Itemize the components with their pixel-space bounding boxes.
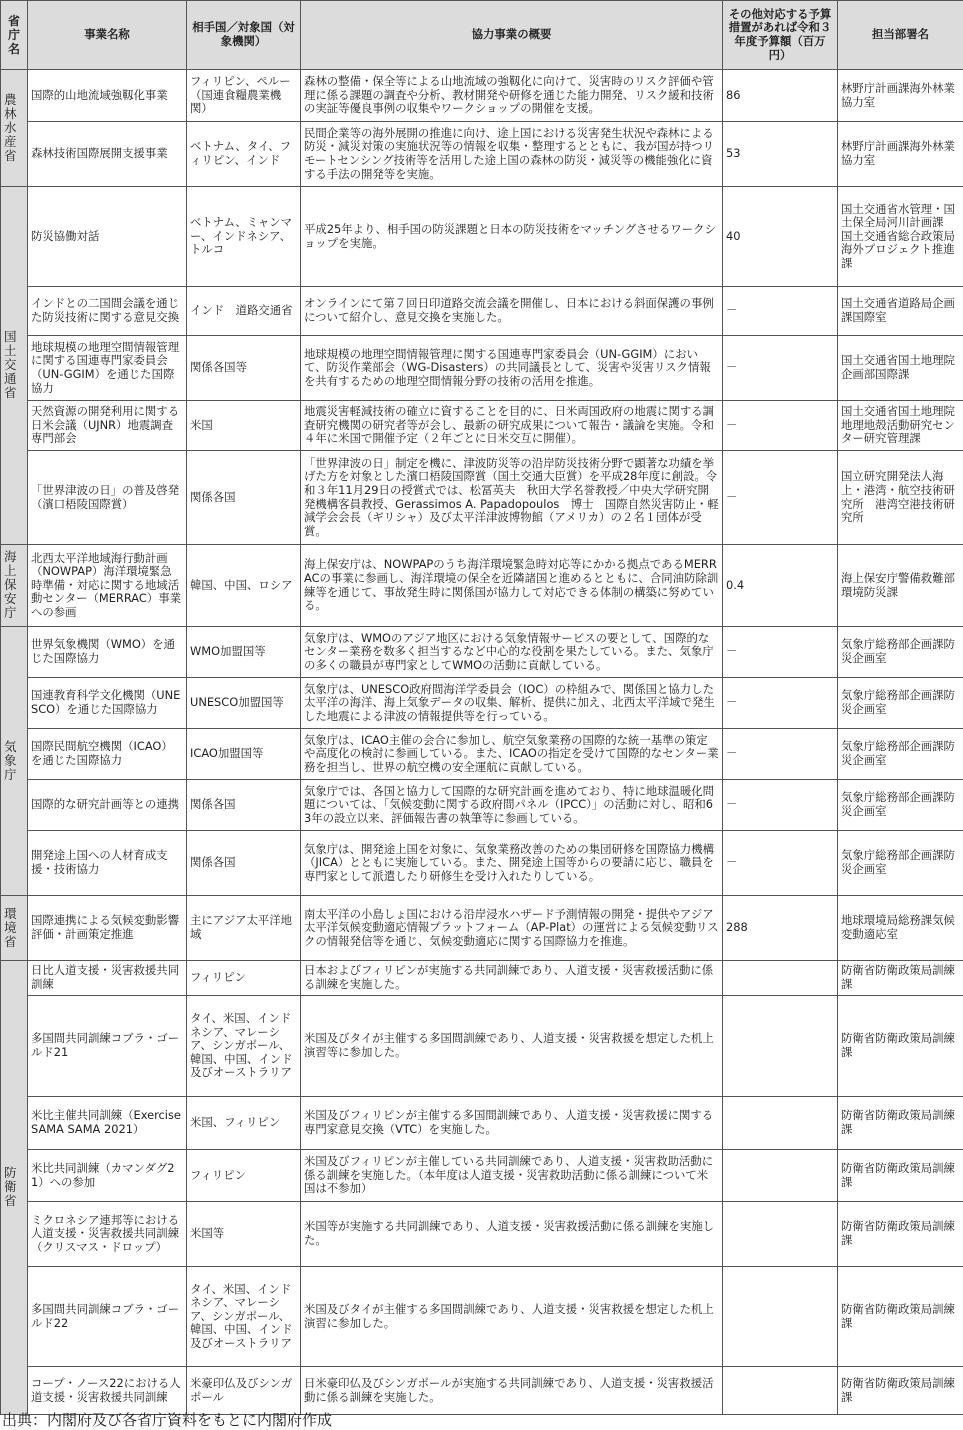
table-row bbox=[1, 70, 963, 122]
summary-cell: 日本およびフィリピンが実施する共同訓練であり、人道支援・災害救援活動に係る訓練を実施した。 bbox=[301, 961, 723, 996]
header-ministry: 省庁名 bbox=[1, 1, 28, 70]
project-cell: 日比人道支援・災害救援共同訓練 bbox=[28, 961, 187, 996]
summary-cell: 平成25年より、相手国の防災課題と日本の防災技術をマッチングさせるワークショップを実施。 bbox=[301, 187, 723, 287]
table-row bbox=[1, 780, 963, 831]
table-row bbox=[1, 336, 963, 401]
project-cell: 世界気象機関（WMO）を通じた国際協力 bbox=[28, 627, 187, 678]
project-cell: 地球規模の地理空間情報管理に関する国連専門家委員会（UN-GGIM）を通じた国際協力 bbox=[28, 336, 187, 401]
table-row bbox=[1, 1202, 963, 1267]
project-cell: 国際連携による気候変動影響評価・計画策定推進 bbox=[28, 896, 187, 961]
project-cell: 北西太平洋地域海行動計画（NOWPAP）海洋環境緊急時準備・対応に関する地域活動センター（MERRAC）事業への参画 bbox=[28, 545, 187, 627]
summary-cell: 民間企業等の海外展開の推進に向け、途上国における災害発生状況や森林による防災・減災対策の実施状況等の情報を収集・整理するとともに、我が国が持つリモートセンシング技術等を活用した途上国の森林の防災・減災等の機能強化に資する手法の開発等を実施。 bbox=[301, 122, 723, 187]
summary-cell: 米国及びタイが主催する多国間訓練であり、人道支援・災害救援を想定した机上演習に参加した。 bbox=[301, 1267, 723, 1367]
dept-cell: 気象庁総務部企画課防災企画室 bbox=[838, 780, 963, 831]
header-summary: 協力事業の概要 bbox=[301, 1, 723, 70]
budget-cell: － bbox=[723, 336, 838, 401]
dept-cell: 地球環境局総務課気候変動適応室 bbox=[838, 896, 963, 961]
partner-cell: ベトナム、タイ、フィリピン、インド bbox=[187, 122, 301, 187]
summary-cell: 米国等が実施する共同訓練であり、人道支援・災害救援活動に係る訓練を実施した。 bbox=[301, 1202, 723, 1267]
dept-cell: 気象庁総務部企画課防災企画室 bbox=[838, 627, 963, 678]
project-cell: 開発途上国への人材育成支援・技術協力 bbox=[28, 831, 187, 896]
dept-cell: 林野庁計画課海外林業協力室 bbox=[838, 122, 963, 187]
budget-cell bbox=[723, 1202, 838, 1267]
summary-cell: オンラインにて第７回日印道路交流会議を開催し、日本における斜面保護の事例について紹介し、意見交換を実施した。 bbox=[301, 287, 723, 336]
budget-cell: 40 bbox=[723, 187, 838, 287]
project-cell: コープ・ノース22における人道支援・災害救援共同訓練 bbox=[28, 1367, 187, 1415]
budget-cell bbox=[723, 1267, 838, 1367]
project-cell: インドとの二国間会議を通じた防災技術に関する意見交換 bbox=[28, 287, 187, 336]
budget-cell: － bbox=[723, 401, 838, 451]
dept-cell: 海上保安庁警備救難部環境防災課 bbox=[838, 545, 963, 627]
ministry-cell: 環境省 bbox=[1, 896, 28, 961]
partner-cell: 主にアジア太平洋地域 bbox=[187, 896, 301, 961]
partner-cell: インド 道路交通省 bbox=[187, 287, 301, 336]
summary-cell: 気象庁は、WMOのアジア地区における気象情報サービスの要として、国際的なセンター業務を数多く担当するなど中心的な役割を果たしている。また、気象庁の多くの職員が専門家としてWMOの活動に貢献している。 bbox=[301, 627, 723, 678]
dept-cell: 気象庁総務部企画課防災企画室 bbox=[838, 678, 963, 729]
project-cell: 米比共同訓練（カマンダグ21）への参加 bbox=[28, 1150, 187, 1202]
partner-cell: 関係各国 bbox=[187, 451, 301, 545]
table-row bbox=[1, 996, 963, 1097]
partner-cell: ICAO加盟国等 bbox=[187, 729, 301, 780]
table-row bbox=[1, 401, 963, 451]
table-row bbox=[1, 1267, 963, 1367]
summary-cell: 地震災害軽減技術の確立に資することを目的に、日米両国政府の地震に関する調査研究機関の研究者等が会し、最新の研究成果について報告・議論を実施。令和４年に米国で開催予定（２年ごとに日米交互に開催）。 bbox=[301, 401, 723, 451]
budget-cell bbox=[723, 1367, 838, 1415]
project-cell: 国際民間航空機関（ICAO）を通じた国際協力 bbox=[28, 729, 187, 780]
table-row bbox=[1, 1097, 963, 1150]
partner-cell: タイ、米国、インドネシア、マレーシア、シンガポール、韓国、中国、インド及びオーストラリア bbox=[187, 996, 301, 1097]
header-budget: その他対応する予算措置があれば令和３年度予算額（百万円） bbox=[723, 1, 838, 70]
project-cell: ミクロネシア連邦等における人道支援・災害救援共同訓練（クリスマス・ドロップ） bbox=[28, 1202, 187, 1267]
summary-cell: 「世界津波の日」制定を機に、津波防災等の沿岸防災技術分野で顕著な功績を挙げた方を対象とした濱口梧陵国際賞（国土交通大臣賞）を平成28年度に創設。令和３年11月29日の授賞式では、松冨英夫 秋田大学名誉教授／中央大学研究開発機構客員教授、Gerassimos A. Papadopoulos 博士 国際自然災害防止・軽減学会会長（ギリシャ）及び太平洋津波博物館（アメリカ）の２名１団体が受賞。 bbox=[301, 451, 723, 545]
partner-cell: 米国等 bbox=[187, 1202, 301, 1267]
dept-cell: 防衛省防衛政策局訓練課 bbox=[838, 1367, 963, 1415]
header-partner: 相手国／対象国（対象機関） bbox=[187, 1, 301, 70]
summary-cell: 気象庁では、各国と協力して国際的な研究計画を進めており、特に地球温暖化問題については、「気候変動に関する政府間パネル（IPCC）」の活動に対し、昭和63年の設立以来、評価報告書の執筆等に参画している。 bbox=[301, 780, 723, 831]
table-row bbox=[1, 678, 963, 729]
project-cell: 多国間共同訓練コブラ・ゴールド21 bbox=[28, 996, 187, 1097]
summary-cell: 南太平洋の小島しょ国における沿岸浸水ハザード予測情報の開発・提供やアジア太平洋気候変動適応情報プラットフォーム（AP-Plat）の運営による気候変動リスクの情報発信等を通じ、気候変動適応に関する国際協力を推進。 bbox=[301, 896, 723, 961]
header-dept: 担当部署名 bbox=[838, 1, 963, 70]
dept-cell: 防衛省防衛政策局訓練課 bbox=[838, 1202, 963, 1267]
partner-cell: フィリピン、ペルー（国連食糧農業機関） bbox=[187, 70, 301, 122]
dept-cell: 防衛省防衛政策局訓練課 bbox=[838, 1150, 963, 1202]
ministry-cell: 国土交通省 bbox=[1, 187, 28, 545]
source-note: 出典：内閣府及び各省庁資料をもとに内閣府作成 bbox=[2, 1411, 333, 1429]
table-row bbox=[1, 729, 963, 780]
budget-cell bbox=[723, 1150, 838, 1202]
partner-cell: 韓国、中国、ロシア bbox=[187, 545, 301, 627]
dept-cell: 国立研究開発法人海上・港湾・航空技術研究所 港湾空港技術研究所 bbox=[838, 451, 963, 545]
summary-cell: 森林の整備・保全等による山地流域の強靱化に向けて、災害時のリスク評価や管理に係る課題の調査や分析、教材開発や研修を通じた能力開発、リスク緩和技術の実証等優良事例の収集やワークショップの開催を支援。 bbox=[301, 70, 723, 122]
summary-cell: 日米豪印仏及びシンガポールが実施する共同訓練であり、人道支援・災害救援活動に係る訓練を実施した。 bbox=[301, 1367, 723, 1415]
table-row bbox=[1, 961, 963, 996]
table-row bbox=[1, 831, 963, 896]
dept-cell: 防衛省防衛政策局訓練課 bbox=[838, 961, 963, 996]
dept-cell: 国土交通省国土地理院企画部国際課 bbox=[838, 336, 963, 401]
project-cell: 国際的な研究計画等との連携 bbox=[28, 780, 187, 831]
budget-cell: － bbox=[723, 678, 838, 729]
project-cell: 米比主催共同訓練（Exercise SAMA SAMA 2021） bbox=[28, 1097, 187, 1150]
budget-cell: 86 bbox=[723, 70, 838, 122]
table-row bbox=[1, 545, 963, 627]
ministry-cell: 防衛省 bbox=[1, 961, 28, 1415]
table-row bbox=[1, 287, 963, 336]
table-row bbox=[1, 187, 963, 287]
partner-cell: 米国、フィリピン bbox=[187, 1097, 301, 1150]
partner-cell: フィリピン bbox=[187, 961, 301, 996]
partner-cell: ベトナム、ミャンマー、インドネシア、トルコ bbox=[187, 187, 301, 287]
ministry-cell: 海上保安庁 bbox=[1, 545, 28, 627]
budget-cell: 288 bbox=[723, 896, 838, 961]
ministry-cell: 農林水産省 bbox=[1, 70, 28, 187]
budget-cell: － bbox=[723, 627, 838, 678]
budget-cell: 0.4 bbox=[723, 545, 838, 627]
summary-cell: 気象庁は、ICAO主催の会合に参加し、航空気象業務の国際的な統一基準の策定や高度化の検討に参画している。また、ICAOの指定を受けて国際的なセンター業務を担当し、世界の航空機の安全運航に貢献している。 bbox=[301, 729, 723, 780]
project-cell: 防災協働対話 bbox=[28, 187, 187, 287]
project-cell: 森林技術国際展開支援事業 bbox=[28, 122, 187, 187]
budget-cell: 53 bbox=[723, 122, 838, 187]
dept-cell: 林野庁計画課海外林業協力室 bbox=[838, 70, 963, 122]
project-cell: 天然資源の開発利用に関する日米会議（UJNR）地震調査専門部会 bbox=[28, 401, 187, 451]
dept-cell: 防衛省防衛政策局訓練課 bbox=[838, 1097, 963, 1150]
project-cell: 多国間共同訓練コブラ・ゴールド22 bbox=[28, 1267, 187, 1367]
partner-cell: フィリピン bbox=[187, 1150, 301, 1202]
ministry-cell: 気象庁 bbox=[1, 627, 28, 896]
summary-cell: 海上保安庁は、NOWPAPのうち海洋環境緊急時対応等にかかる拠点であるMERRACの事業に参画し、海洋環境の保全を近隣諸国と進めるとともに、合同油防除訓練等を通じて、事故発生時に関係国が協力して対応できる体制の構築に努めている。 bbox=[301, 545, 723, 627]
dept-cell: 国土交通省国土地理院地理地殻活動研究センター研究管理課 bbox=[838, 401, 963, 451]
partner-cell: WMO加盟国等 bbox=[187, 627, 301, 678]
partner-cell: タイ、米国、インドネシア、マレーシア、シンガポール、韓国、中国、インド及びオーストラリア bbox=[187, 1267, 301, 1367]
table-row bbox=[1, 896, 963, 961]
partner-cell: 関係各国 bbox=[187, 780, 301, 831]
partner-cell: 関係各国等 bbox=[187, 336, 301, 401]
budget-cell: － bbox=[723, 729, 838, 780]
table-row bbox=[1, 451, 963, 545]
summary-cell: 気象庁は、開発途上国を対象に、気象業務改善のための集団研修を国際協力機構（JICA）とともに実施している。また、開発途上国等からの要請に応じ、職員を専門家として派遣したり研修生を受け入れたりしている。 bbox=[301, 831, 723, 896]
budget-cell bbox=[723, 996, 838, 1097]
budget-cell bbox=[723, 961, 838, 996]
partner-cell: 関係各国 bbox=[187, 831, 301, 896]
budget-cell: － bbox=[723, 780, 838, 831]
dept-cell: 国土交通省道路局企画課国際室 bbox=[838, 287, 963, 336]
dept-cell: 防衛省防衛政策局訓練課 bbox=[838, 1267, 963, 1367]
dept-cell: 気象庁総務部企画課防災企画室 bbox=[838, 831, 963, 896]
summary-cell: 気象庁は、UNESCO政府間海洋学委員会（IOC）の枠組みで、関係国と協力した太平洋の海洋、海上気象データの収集、解析、提供に加え、北西太平洋域で発生した地震による津波の情報提供等を行っている。 bbox=[301, 678, 723, 729]
project-cell: 「世界津波の日」の普及啓発（濱口梧陵国際賞） bbox=[28, 451, 187, 545]
table-row bbox=[1, 627, 963, 678]
table-row bbox=[1, 1367, 963, 1415]
header-project: 事業名称 bbox=[28, 1, 187, 70]
budget-cell: － bbox=[723, 831, 838, 896]
partner-cell: 米国 bbox=[187, 401, 301, 451]
table-row bbox=[1, 122, 963, 187]
project-cell: 国際的山地流域強靱化事業 bbox=[28, 70, 187, 122]
budget-cell bbox=[723, 1097, 838, 1150]
dept-cell: 国土交通省水管理・国土保全局河川計画課 国土交通省総合政策局海外プロジェクト推進課 bbox=[838, 187, 963, 287]
dept-cell: 防衛省防衛政策局訓練課 bbox=[838, 996, 963, 1097]
summary-cell: 米国及びタイが主催する多国間訓練であり、人道支援・災害救援を想定した机上演習等に参加した。 bbox=[301, 996, 723, 1097]
summary-cell: 米国及びフィリピンが主催している共同訓練であり、人道支援・災害救助活動に係る訓練を実施した。（本年度は人道支援・災害救助活動に係る訓練について米国は不参加） bbox=[301, 1150, 723, 1202]
partner-cell: UNESCO加盟国等 bbox=[187, 678, 301, 729]
budget-cell: － bbox=[723, 451, 838, 545]
summary-cell: 地球規模の地理空間情報管理に関する国連専門家委員会（UN-GGIM）において、防災作業部会（WG-Disasters）の共同議長として、災害や災害リスク情報を共有するための地理空間情報分野の技術の活用を推進。 bbox=[301, 336, 723, 401]
dept-cell: 気象庁総務部企画課防災企画室 bbox=[838, 729, 963, 780]
summary-cell: 米国及びフィリピンが主催する多国間訓練であり、人道支援・災害救援に関する専門家意見交換（VTC）を実施した。 bbox=[301, 1097, 723, 1150]
partner-cell: 米豪印仏及びシンガポール bbox=[187, 1367, 301, 1415]
table-row bbox=[1, 1150, 963, 1202]
budget-cell: － bbox=[723, 287, 838, 336]
project-cell: 国連教育科学文化機関（UNESCO）を通じた国際協力 bbox=[28, 678, 187, 729]
